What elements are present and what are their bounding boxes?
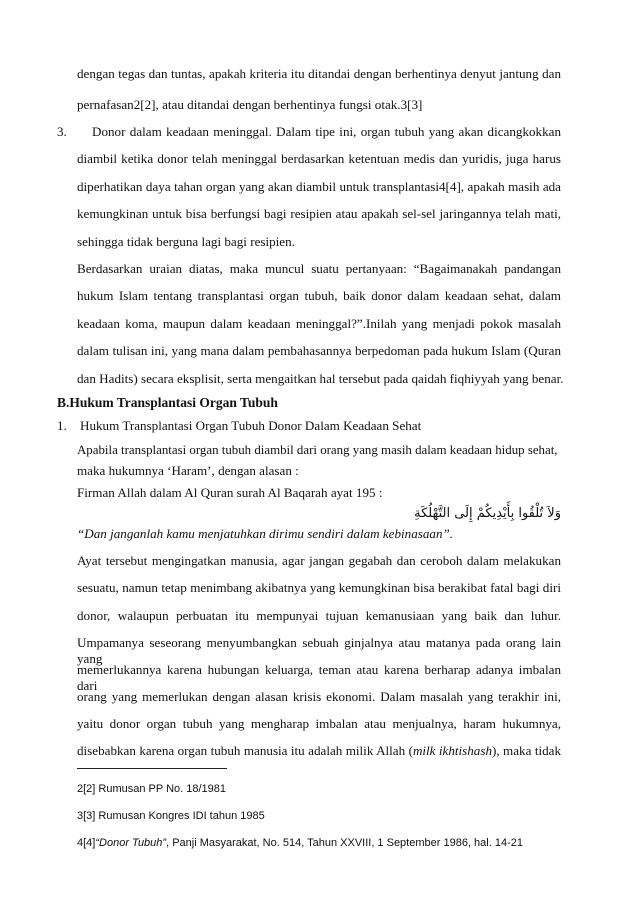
footnote: 3[3] Rumusan Kongres IDI tahun 1985 [77, 810, 265, 822]
text-segment: disebabkan karena organ tubuh manusia itu adalah milik Allah ( [77, 743, 413, 758]
arabic-verse: وَلاَ تُلْقُوا بِأَيْدِيكُمْ إِلَى التَّهْلُكَةِ [414, 506, 561, 521]
verse-translation: “Dan janganlah kamu menjatuhkan dirimu sendiri dalam kebinasaan”. [77, 526, 454, 541]
text-line: keadaan koma, maupun dalam keadaan meninggal?”.Inilah yang menjadi pokok masalah [77, 316, 561, 331]
footnote-title: “Donor Tubuh” [95, 837, 167, 849]
text-line: kemungkinan untuk bisa berfungsi bagi resipien atau apakah sel-sel jaringannya telah mati, [77, 206, 561, 221]
text-line: sesuatu, namun tetap menimbang akibatnya yang kemungkinan bisa berakibat fatal bagi diri [77, 580, 561, 595]
text-line: dan Hadits) secara eksplisit, serta mengaitkan hal tersebut pada qaidah fiqhiyyah yang benar. [77, 371, 564, 386]
list-number: 3. [57, 124, 67, 139]
text-line: orang yang memerlukan dengan alasan krisis ekonomi. Dalam masalah yang terakhir ini, [77, 689, 561, 704]
text-line: sehingga tidak berguna lagi bagi resipien. [77, 234, 295, 249]
list-number: 1. [57, 418, 67, 433]
text-line: Apabila transplantasi organ tubuh diambil dari orang yang masih dalam keadaan hidup sehat, [77, 443, 558, 457]
footnote-source: , Panji Masyarakat, No. 514, Tahun XXVIII, 1 September 1986, hal. 14-21 [166, 837, 523, 849]
text-line: dalam tulisan ini, yang mana dalam pembahasannya berpedoman pada hukum Islam (Quran [77, 343, 561, 358]
text-line: donor, walaupun perbuatan itu mempunyai tujuan kemanusiaan yang baik dan luhur. [77, 608, 561, 623]
text-line: hukum Islam tentang transplantasi organ tubuh, baik donor dalam keadaan sehat, dalam [77, 288, 561, 303]
text-line: Berdasarkan uraian diatas, maka muncul suatu pertanyaan: “Bagaimanakah pandangan [77, 261, 561, 276]
text-line: memerlukannya karena hubungan keluarga, teman atau karena berharap adanya imbalan dari [77, 662, 561, 693]
text-line: maka hukumnya ‘Haram’, dengan alasan : [77, 463, 299, 478]
text-segment-italic: milk ikhtishash [412, 743, 492, 758]
footnote-separator [77, 768, 227, 769]
text-line: Ayat tersebut mengingatkan manusia, agar jangan gegabah dan ceroboh dalam melakukan [77, 553, 561, 568]
text-segment: ), maka tidak [492, 743, 562, 758]
text-line: diambil ketika donor telah meninggal berdasarkan ketentuan medis dan yuridis, juga harus [77, 151, 561, 166]
text-line: diperhatikan daya tahan organ yang akan diambil untuk transplantasi4[4], apakah masih ada [77, 179, 561, 194]
text-line: yaitu donor organ tubuh yang mengharap imbalan atau menjualnya, haram hukumnya, [77, 716, 561, 731]
text-line: Umpamanya seseorang menyumbangkan sebuah ginjalnya atau matanya pada orang lain yang [77, 635, 561, 666]
text-line: Firman Allah dalam Al Quran surah Al Baqarah ayat 195 : [77, 485, 383, 500]
text-line: Donor dalam keadaan meninggal. Dalam tipe ini, organ tubuh yang akan dicangkokkan [92, 124, 561, 139]
text-line [77, 743, 561, 759]
footnote [77, 836, 523, 850]
subsection-title: Hukum Transplantasi Organ Tubuh Donor Dalam Keadaan Sehat [80, 418, 422, 433]
footnote: 2[2] Rumusan PP No. 18/1981 [77, 783, 227, 795]
text-line: pernafasan2[2], atau ditandai dengan berhentinya fungsi otak.3[3] [77, 97, 423, 112]
footnote-number: 4[4] [77, 837, 96, 849]
section-heading: B.Hukum Transplantasi Organ Tubuh [57, 395, 278, 410]
text-line: dengan tegas dan tuntas, apakah kriteria itu ditandai dengan berhentinya denyut jantung dan [77, 66, 561, 81]
